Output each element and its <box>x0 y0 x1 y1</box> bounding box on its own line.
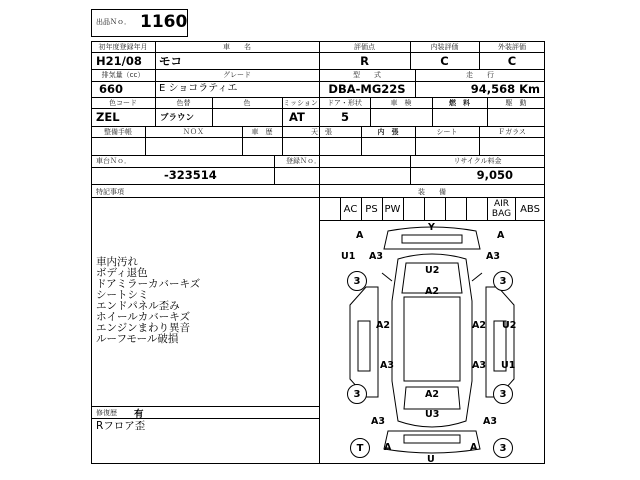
tire-circle: 3 <box>493 271 513 291</box>
repair-value: 有 <box>134 409 144 420</box>
damage-mark: A <box>497 230 505 241</box>
history-header: 車 歴 <box>251 128 273 136</box>
drive-header: 駆 動 <box>505 99 527 107</box>
nox-header: ＮＯＸ <box>183 128 204 136</box>
damage-mark: A2 <box>472 320 486 331</box>
damage-mark: U2 <box>502 320 517 331</box>
recycle-header: リサイクル料金 <box>453 157 502 165</box>
doors-value: 5 <box>341 110 350 124</box>
remark-item: 車内汚れ <box>96 256 138 268</box>
interior-score-value: C <box>440 54 449 68</box>
tire-circle: 3 <box>347 271 367 291</box>
doors-header: ドア・形状 <box>327 99 362 107</box>
reg-no-header: 登録Ｎｏ． <box>286 157 321 165</box>
glass-header: Ｆガラス <box>498 128 526 136</box>
damage-mark: U1 <box>501 360 516 371</box>
repair-note: Rフロア歪 <box>96 420 146 432</box>
first-reg-value: H21/08 <box>96 54 142 68</box>
damage-mark: A3 <box>380 360 394 371</box>
tire-circle: 3 <box>493 438 513 458</box>
displacement-value: 660 <box>99 82 124 96</box>
equip-abs: ABS <box>520 204 540 215</box>
damage-mark: A3 <box>371 416 385 427</box>
tire-circle: T <box>350 438 370 458</box>
mission-header: ミッション <box>283 99 318 107</box>
damage-mark: A3 <box>369 251 383 262</box>
equip-pw: PW <box>384 204 401 215</box>
seat-header: シート <box>436 128 458 136</box>
damage-mark: A2 <box>425 389 439 400</box>
fuel-header: 燃 料 <box>449 99 470 107</box>
color-header: 色 <box>243 99 251 107</box>
mission-value: AT <box>289 110 305 124</box>
chassis-header: 車台Ｎｏ． <box>96 157 131 165</box>
lot-number: 1160 <box>140 12 188 32</box>
lot-label: 出品Ｎｏ． <box>96 18 131 26</box>
interior-score-header: 内装評価 <box>430 43 459 51</box>
grade-header: グレード <box>223 71 251 79</box>
color-code-value: ZEL <box>96 110 120 124</box>
color-code-header: 色コード <box>109 99 137 107</box>
damage-mark: U <box>427 454 435 465</box>
damage-mark: A3 <box>486 251 500 262</box>
tire-circle: 3 <box>347 384 367 404</box>
grade-value: E ショコラティエ <box>159 83 238 94</box>
car-name-value: モコ <box>159 54 182 68</box>
damage-mark: A <box>470 442 478 453</box>
equipment-header: 装 備 <box>418 188 446 196</box>
damage-mark: A3 <box>472 360 486 371</box>
equip-airbag: AIR BAG <box>491 199 512 219</box>
color-value: ブラウン <box>160 113 195 123</box>
manual-header: 整備手帳 <box>104 128 132 136</box>
exterior-score-header: 外装評価 <box>498 43 526 51</box>
model-header: 型 式 <box>353 71 381 79</box>
damage-mark: U2 <box>425 265 440 276</box>
model-value: DBA-MG22S <box>328 82 406 96</box>
color-change-header: 色替 <box>176 99 191 107</box>
damage-mark: Y <box>428 222 435 233</box>
displacement-header: 排気量（cc） <box>101 71 145 79</box>
damage-mark: A <box>356 230 364 241</box>
score-header: 評価点 <box>354 43 375 51</box>
exterior-score-value: C <box>507 54 517 68</box>
first-reg-header: 初年度登録年月 <box>98 43 148 51</box>
mileage-header: 走 行 <box>466 71 494 79</box>
equip-ps: PS <box>365 204 378 215</box>
mileage-value: 94,568 Km <box>470 82 540 96</box>
remark-item: シートシミ <box>96 289 149 301</box>
remark-item: エンドパネル歪み <box>96 300 180 312</box>
damage-mark: U3 <box>425 409 440 420</box>
repair-header: 修復歴 <box>96 409 117 417</box>
damage-mark: A2 <box>376 320 390 331</box>
equip-ac: AC <box>343 204 358 215</box>
damage-mark: A3 <box>483 416 497 427</box>
remark-item: ドアミラーカバーキズ <box>96 278 201 290</box>
tire-circle: 3 <box>493 384 513 404</box>
inspection-header: 車 検 <box>390 99 412 107</box>
sunroof-header: 天 張 <box>311 128 332 136</box>
damage-mark: A2 <box>425 286 439 297</box>
damage-mark: U1 <box>341 251 356 262</box>
damage-mark: A <box>384 442 392 453</box>
remark-item: ホイールカバーキズ <box>96 311 191 323</box>
score-value: R <box>360 54 369 68</box>
interior-trim-header: 内 張 <box>377 128 399 136</box>
remark-item: ルーフモール破損 <box>96 333 179 345</box>
remarks-header: 特記事項 <box>96 188 124 196</box>
car-name-header: 車 名 <box>223 43 251 51</box>
remark-item: エンジンまわり異音 <box>96 322 190 334</box>
recycle-value: 9,050 <box>476 168 513 182</box>
remark-item: ボディ退色 <box>96 267 148 279</box>
chassis-value: -323514 <box>164 168 217 182</box>
